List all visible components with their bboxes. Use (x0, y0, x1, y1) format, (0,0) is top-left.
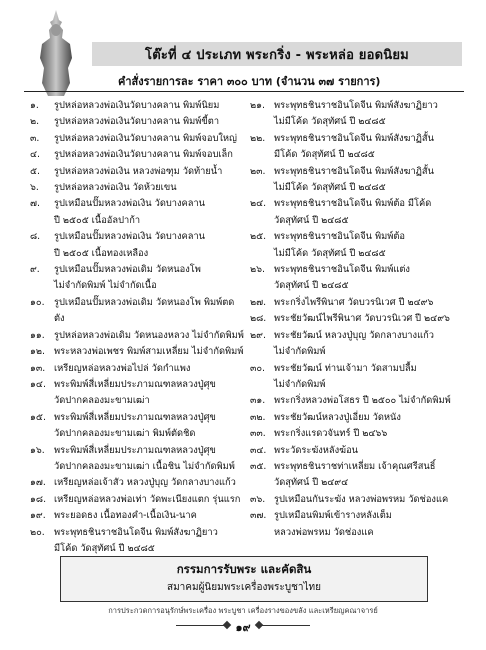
item-text: เหรียญหล่อหลวงพ่อเท่า วัดพะเนียงแตก รุ่นแรก (54, 493, 241, 505)
item-text: พระยอดธง เนื้อทองคำ-เนื้อเงิน-นาค (54, 510, 197, 522)
committee-title: กรรมการรับพระ และคัดสิน (176, 562, 312, 576)
list-item (30, 475, 244, 491)
list-item (250, 311, 474, 327)
item-text: พระชัยวัฒน์หลวงปู่เอี่ยม วัดหนัง (274, 411, 401, 423)
item-number: ๑๕. (30, 411, 46, 423)
list-item (30, 361, 244, 377)
item-number: ๒๗. (250, 296, 267, 308)
item-text: พระกริ่งไพรีพินาศ วัดบวรนิเวศ ปี ๒๔๙๖ (274, 296, 434, 308)
page-subtitle: คำสั่งรายการละ ราคา ๓๐๐ บาท (จำนวน ๓๗ รายการ) (118, 75, 381, 88)
item-number: ๒๙. (250, 329, 266, 341)
item-text: พระพิมพ์สี่เหลี่ยมประภามณฑลหลวงปู่ศุข วัดปากคลองมะขามเฒ่า (54, 378, 216, 407)
item-number: ๙. (30, 264, 40, 276)
item-number: ๑๒. (30, 346, 45, 358)
item-text: พระชัยวัฒน์ หลวงปู่บุญ วัดกลางบางแก้ว ไม่จำกัดพิมพ์ (274, 329, 434, 358)
item-text: พระวัดระฆังหลังฆ้อน (274, 444, 359, 456)
list-item (250, 492, 474, 508)
item-text: รูปเหมือนปั๊มหลวงพ่อเงิน วัดบางคลาน ปี ๒๕๐๕ เนื้ออัลปาก้า (54, 198, 206, 226)
item-number: ๑๐. (30, 296, 45, 308)
item-number: ๓๐. (250, 362, 265, 374)
item-number: ๒๕. (250, 231, 267, 243)
list-item (250, 164, 474, 197)
list-item (30, 147, 244, 163)
item-text: รูปเหมือนปั๊มหลวงพ่อเดิม วัดหนองโพ ไม่จำกัดพิมพ์ ไม่จำกัดเนื้อ (54, 264, 201, 292)
item-text: พระพุทธชินราชอินโดจีน พิมพ์สังฆาฏิยาว มีโค้ด วัดสุทัศน์ ปี ๒๔๘๕ (54, 526, 218, 554)
item-text: พระหลวงพ่อเพชร พิมพ์สามเหลี่ยม ไม่จำกัดพิมพ์ (54, 346, 244, 358)
list-item (30, 492, 244, 508)
list-item (30, 164, 244, 180)
item-number: ๑๓. (30, 362, 46, 374)
item-text: รูปหล่อหลวงพ่อเงินวัดบางคลาน พิมพ์นิยม (54, 100, 220, 111)
item-number: ๒๑. (250, 100, 265, 111)
list-item (250, 196, 474, 229)
page-number-ornament (0, 617, 486, 633)
item-text: พระกริ่งแรดวจันทร์ ปี ๒๔๖๖ (274, 428, 388, 440)
list-item (250, 426, 474, 442)
item-text: พระพุทธชินราชอินโดจีน พิมพ์สังฆาฏิยาว ไม่มีโค้ด วัดสุทัศน์ ปี ๒๔๘๕ (274, 100, 438, 128)
list-item (30, 98, 244, 114)
item-number: ๓๑. (250, 395, 266, 407)
committee-box (60, 556, 428, 602)
item-number: ๒๔. (250, 198, 267, 210)
item-text: รูปหล่อหลวงพ่อเงินวัดบางคลาน พิมพ์จอบใหญ่ (54, 132, 237, 144)
list-item (250, 393, 474, 409)
list-item (30, 229, 244, 262)
buddha-statue-image (26, 8, 86, 98)
item-text: พระพิมพ์สี่เหลี่ยมประภามณฑลหลวงปู่ศุข วัดปากคลองมะขามเฒ่า เนื้อชิน ไม่จำกัดพิมพ์ (54, 444, 235, 472)
item-number: ๓๕. (250, 460, 267, 472)
item-text: พระกริ่งหลวงพ่อโสธร ปี ๒๕๐๐ ไม่จำกัดพิมพ์ (274, 395, 451, 407)
item-text: รูปเหมือนปั๊มหลวงพ่อเงิน วัดบางคลาน ปี ๒๕๐๕ เนื้อทองเหลือง (54, 231, 206, 259)
list-item (30, 410, 244, 443)
list-item (250, 262, 474, 295)
item-text: พระชัยวัฒน์ไพรีพินาศ วัดบวรนิเวศ ปี ๒๔๙๖ (274, 313, 450, 325)
list-item (250, 98, 474, 131)
item-number: ๕. (30, 165, 40, 177)
item-text: พระพุทธชินราชอินโดจีน พิมพ์ต้อ ไม่มีโค้ด วัดสุทัศน์ ปี ๒๔๘๕ (274, 231, 405, 259)
item-text: รูปเหมือนปั๊มหลวงพ่อเดิม วัดหนองโพ พิมพ์ตดตัง (54, 296, 235, 325)
list-item (30, 262, 244, 295)
item-number: ๓. (30, 132, 40, 144)
item-text: รูปหล่อหลวงพ่อเงิน วัดห้วยเขน (54, 182, 177, 194)
item-text: พระพุทธชินราชอินโดจีน พิมพ์แต่ง วัดสุทัศน์ ปี ๒๔๘๕ (274, 264, 410, 292)
ornament-line-right (262, 625, 310, 626)
list-item (250, 361, 474, 394)
item-text: พระพุทธชินราชอินโดจีน พิมพ์สังฆาฏิสั้น ไม่มีโค้ด วัดสุทัศน์ ปี ๒๔๘๕ (274, 165, 434, 194)
item-number: ๓๖. (250, 493, 266, 505)
item-number: ๒๓. (250, 165, 266, 177)
item-text: เหรียญหล่อหลวงพ่อไปล่ วัดกำแพง (54, 362, 191, 374)
item-text: พระชัยวัฒน์ ท่านเจ้ามา วัดสามปลื้ม ไม่จำกัดพิมพ์ (274, 362, 417, 390)
list-item (30, 508, 244, 524)
item-number: ๔. (30, 149, 40, 161)
item-number: ๒๐. (30, 526, 45, 538)
association-name: สมาคมผู้นิยมพระเครื่องพระบูชาไทย (166, 582, 321, 593)
list-item (30, 295, 244, 328)
item-text: รูปหล่อหลวงพ่อเงิน หลวงพ่อฑุม วัดท้ายน้ำ (54, 165, 223, 177)
list-item (250, 443, 474, 459)
item-number: ๒๘. (250, 313, 267, 325)
list-item (30, 328, 244, 344)
page-number: ๑๙ (235, 621, 251, 634)
item-text: รูปเหมือนพิมพ์เข้ารางหลังเต็ม หลวงพ่อพรหม วัดช่องแค (274, 510, 392, 538)
list-item (30, 377, 244, 410)
list-item (250, 229, 474, 262)
item-number: ๑๖. (30, 444, 45, 456)
list-item (30, 196, 244, 229)
item-number: ๒๒. (250, 132, 266, 144)
header-divider (24, 91, 464, 92)
list-item (250, 459, 474, 492)
item-number: ๑. (30, 100, 39, 111)
list-item (30, 131, 244, 147)
item-number: ๑๗. (30, 477, 46, 489)
list-item (30, 525, 244, 558)
list-item (250, 295, 474, 311)
list-item (30, 180, 244, 196)
item-text: รูปหล่อหลวงพ่อเดิม วัดหนองหลวง ไม่จำกัดพิมพ์ (54, 329, 244, 341)
list-item (250, 131, 474, 164)
item-number: ๑๙. (30, 510, 46, 522)
item-text: รูปเหมือนกันระฆัง หลวงพ่อพรหม วัดช่องแค (274, 493, 449, 505)
page-title: โต๊ะที่ ๔ ประเภท พระกริ่ง - พระหล่อ ยอดนิยม (92, 42, 462, 66)
item-text: พระพุทธชินราชอินโดจีน พิมพ์ต้อ มีโค้ด วัดสุทัศน์ ปี ๒๔๘๕ (274, 198, 432, 226)
item-text: พระพิมพ์สี่เหลี่ยมประภามณฑลหลวงปู่ศุข วัดปากคลองมะขามเฒ่า พิมพ์ตัดชิด (54, 411, 216, 440)
item-text: พระพุทธชินราชท่าเหลี่ยม เจ้าคุณศรีสนธิ์ วัดสุทัศน์ ปี ๒๔๙๔ (274, 460, 436, 489)
right-column (250, 98, 474, 541)
item-text: รูปหล่อหลวงพ่อเงินวัดบางคลาน พิมพ์ขี้ตา (54, 116, 220, 128)
list-item (250, 508, 474, 541)
item-number: ๓๔. (250, 444, 267, 456)
item-number: ๑๔. (30, 378, 46, 390)
list-item (30, 344, 244, 360)
list-item (30, 114, 244, 130)
item-number: ๒. (30, 116, 40, 128)
event-note: การประกวดการอนุรักษ์พระเครื่อง พระบูชา เครื่องรางของขลัง และเหรียญคณาจารย์ (108, 606, 378, 615)
left-column (30, 98, 244, 557)
list-item (30, 443, 244, 476)
item-number: ๓๓. (250, 428, 266, 440)
item-text: พระพุทธชินราชอินโดจีน พิมพ์สังฆาฏิสั้น มีโค้ด วัดสุทัศน์ ปี ๒๔๘๕ (274, 132, 434, 161)
item-number: ๑๑. (30, 329, 45, 341)
list-item (250, 410, 474, 426)
item-number: ๒๖. (250, 264, 265, 276)
item-text: รูปหล่อหลวงพ่อเงินวัดบางคลาน พิมพ์จอบเล็ก (54, 149, 233, 161)
item-text: เหรียญหล่อเจ้าสัว หลวงปู่บุญ วัดกลางบางแก้ว (54, 477, 236, 489)
item-number: ๓๗. (250, 510, 267, 522)
item-number: ๖. (30, 182, 39, 194)
item-number: ๗. (30, 198, 40, 210)
item-number: ๘. (30, 231, 41, 243)
item-number: ๓๒. (250, 411, 266, 423)
list-item (250, 328, 474, 361)
item-number: ๑๘. (30, 493, 47, 505)
